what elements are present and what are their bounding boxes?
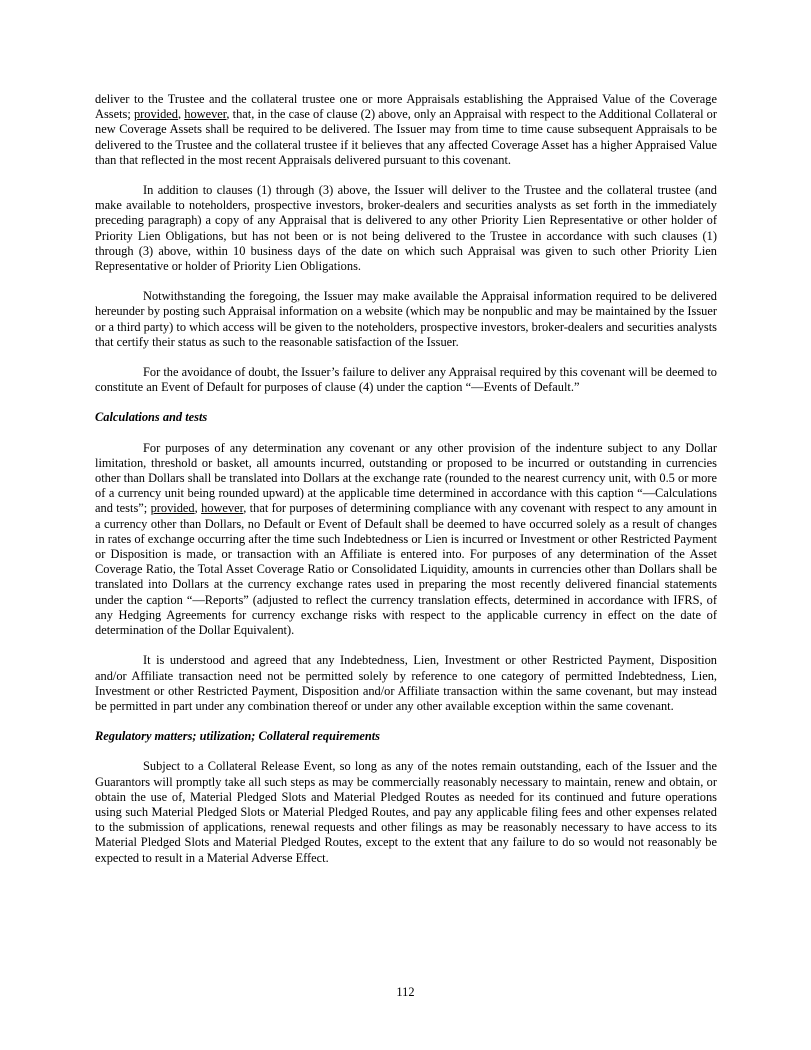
section-heading: Regulatory matters; utilization; Collateral requirements <box>95 729 381 744</box>
body-paragraph: For purposes of any determination any covenant or any other provision of the indenture subject to any Dollar limitation, threshold or basket, all amounts incurred, outstanding or proposed to be incurred or outstanding in currencies other than Dollars shall be translated into Dollars at the exchange rate (rounded to the nearest currency unit, with 0.5 or more of a currency unit being rounded upward) at the applicable time determined in accordance with this caption “—Calculations and tests”; provided, however, that for purposes of determining compliance with any covenant with respect to any amount in a currency other than Dollars, no Default or Event of Default shall be deemed to have occurred solely as a result of changes in rates of exchange occurring after the time such Indebtedness or Lien is incurred or Investment or other Restricted Payment or Disposition is made, or transaction with an Affiliate is entered into. For purposes of any determination of the Asset Coverage Ratio, the Total Asset Coverage Ratio or Consolidated Liquidity, amounts in currencies other than Dollars shall be translated into Dollars at the currency exchange rates used in preparing the most recently delivered financial statements under the caption “—Reports” (adjusted to reflect the currency translation effects, determined in accordance with IFRS, of any Hedging Agreements for currency exchange risks with respect to the applicable currency in effect on the date of determination of the Dollar Equivalent). <box>95 440 717 638</box>
body-paragraph: Notwithstanding the foregoing, the Issuer may make available the Appraisal information required to be delivered hereunder by posting such Appraisal information on a website (which may be nonpublic and may be maintained by the Issuer or a third party) to which access will be given to the noteholders, prospective investors, broker-dealers and securities analysts that certify their status as such to the reasonable satisfaction of the Issuer. <box>95 289 717 349</box>
document-body <box>95 92 717 881</box>
body-paragraph: For the avoidance of doubt, the Issuer’s failure to deliver any Appraisal required by this covenant will be deemed to constitute an Event of Default for purposes of clause (4) under the caption “—Events of Default.” <box>95 365 717 395</box>
page-number: 112 <box>396 985 415 999</box>
body-paragraph: deliver to the Trustee and the collateral trustee one or more Appraisals establishing the Appraised Value of the Coverage Assets; provided, however, that, in the case of clause (2) above, only an Appraisal with respect to the Additional Collateral or new Coverage Assets shall be required to be delivered. The Issuer may from time to time cause subsequent Appraisals to be delivered to the Trustee and the collateral trustee if it believes that any affected Coverage Asset has a higher Appraised Value than that reflected in the most recent Appraisals delivered pursuant to this covenant. <box>95 92 717 167</box>
body-paragraph: Subject to a Collateral Release Event, so long as any of the notes remain outstanding, each of the Issuer and the Guarantors will promptly take all such steps as may be commercially reasonably necessary to maintain, renew and obtain, or obtain the use of, Material Pledged Slots and Material Pledged Routes as needed for its continued and future operations using such Material Pledged Slots or Material Pledged Routes, and pay any applicable filing fees and other expenses related to the submission of applications, renewal requests and other filings as may be reasonably necessary to have access to its Material Pledged Slots and Material Pledged Routes, except to the extent that any failure to do so would not reasonably be expected to result in a Material Adverse Effect. <box>95 759 717 865</box>
body-paragraph: It is understood and agreed that any Indebtedness, Lien, Investment or other Restricted Payment, Disposition and/or Affiliate transaction need not be permitted solely by reference to one category of permitted Indebtedness, Lien, Investment or other Restricted Payment, Disposition and/or Affiliate transaction within the same covenant, but may instead be permitted in part under any combination thereof or under any other available exception within the same covenant. <box>95 653 717 713</box>
body-paragraph: In addition to clauses (1) through (3) above, the Issuer will deliver to the Trustee and the collateral trustee (and make available to noteholders, prospective investors, broker-dealers and securities analysts as set forth in the immediately preceding paragraph) a copy of any Appraisal that is delivered to any other Priority Lien Representative or other holder of Priority Lien Obligations, but has not been or is not being delivered to the Trustee in accordance with such clauses (1) through (3) above, within 10 business days of the date on which such Appraisal was given to such other Priority Lien Representative or holder of Priority Lien Obligations. <box>95 183 717 274</box>
section-heading: Calculations and tests <box>95 410 208 425</box>
page-footer <box>0 985 811 1000</box>
